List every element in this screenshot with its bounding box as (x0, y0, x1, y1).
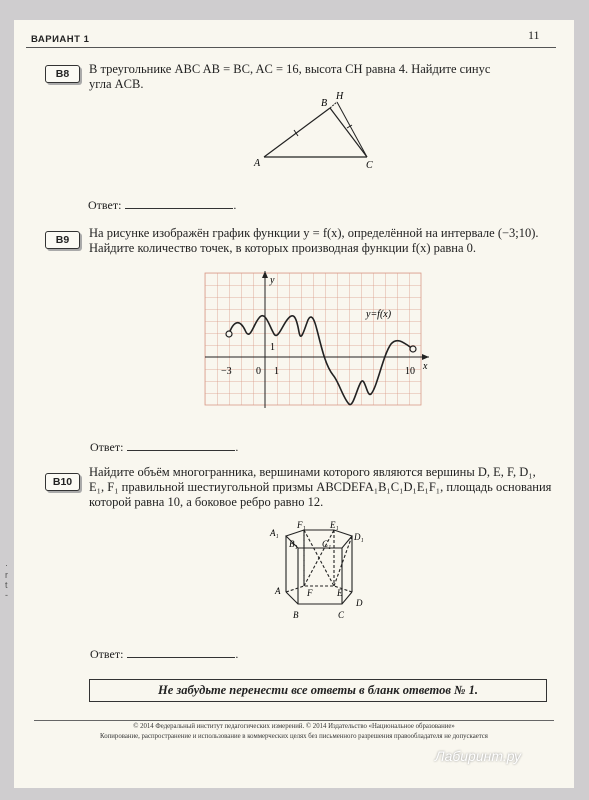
tick-y1: 1 (270, 342, 275, 353)
tick-0: 0 (256, 366, 261, 377)
fig-label-d: D (356, 598, 363, 608)
fig-label-b: B (321, 98, 328, 109)
fig-label-a: A (254, 158, 261, 169)
task-b10-text (89, 465, 564, 510)
tick-1: 1 (274, 366, 279, 377)
fig-label-f: F (307, 588, 313, 598)
function-graph (201, 270, 431, 415)
answer-label-b9: Ответ: (90, 440, 124, 454)
watermark-logo: Лабиринт.ру (435, 748, 522, 764)
fig-label-c: C (366, 160, 373, 170)
task-b10-line3: которой равна 10, а боковое ребро равно 12. (89, 495, 324, 509)
margin-mark: · r t - (5, 560, 8, 600)
footer-notice: Копирование, распространение и использование в коммерческих целях без письменного разрешения правообладателя не допускается (100, 733, 488, 740)
open-endpoint-right (410, 346, 416, 352)
answer-row-b10: Ответ: . (90, 647, 239, 661)
task-b8-line1: В треугольнике ABC AB = BC, AC = 16, высота CH равна 4. Найдите синус (89, 62, 491, 76)
page-number: 11 (528, 28, 540, 42)
answer-line-b10 (127, 647, 235, 658)
exam-page (14, 20, 574, 788)
prism-figure (264, 520, 384, 632)
function-label: y=f(x) (366, 309, 392, 320)
fig-label-d1: D₁ (354, 532, 364, 542)
fig-label-a: A (275, 586, 281, 596)
answer-label-b10: Ответ: (90, 647, 124, 661)
fig-label-b1: B₁ (289, 539, 298, 549)
answer-row-b8: Ответ: . (88, 198, 237, 212)
task-label-b8: B8 (45, 65, 80, 83)
fig-label-e: E (337, 588, 343, 598)
reminder-box: Не забудьте перенести все ответы в бланк ответов № 1. (89, 679, 547, 702)
graph-grid (205, 273, 421, 405)
x-axis-label: x (423, 361, 428, 372)
task-b9-text (89, 226, 564, 256)
fig-label-e1: E₁ (330, 520, 339, 530)
triangle-figure (249, 90, 389, 170)
task-label-b9: B9 (45, 231, 80, 249)
answer-line-b8 (125, 198, 233, 209)
answer-line-b9 (127, 440, 235, 451)
fig-label-f1: F₁ (297, 520, 306, 530)
tick-10: 10 (405, 366, 415, 377)
footer-divider (34, 720, 554, 721)
tick-neg3: −3 (221, 366, 232, 377)
answer-label-b8: Ответ: (88, 198, 122, 212)
fig-label-b: B (293, 610, 299, 620)
task-b10-line2: E₁, F₁ правильной шестиугольной призмы ABCDEFA₁B₁C₁D₁E₁F₁, площадь основания (89, 480, 552, 494)
task-label-b10: B10 (45, 473, 80, 491)
y-axis-label: y (270, 275, 275, 286)
fig-label-a1: A₁ (270, 528, 279, 538)
open-endpoint-left (226, 331, 232, 337)
task-b8-text (89, 62, 559, 92)
fig-label-c1: C₁ (322, 539, 332, 549)
task-b8-line2: угла ACB. (89, 77, 144, 91)
task-b9-line1: На рисунке изображён график функции y = f(x), определённой на интервале (−3;10). (89, 226, 539, 240)
task-b10-line1: Найдите объём многогранника, вершинами которого являются вершины D, E, F, D₁, (89, 465, 536, 479)
task-b9-line2: Найдите количество точек, в которых производная функции f(x) равна 0. (89, 241, 477, 255)
answer-row-b9: Ответ: . (90, 440, 239, 454)
fig-label-c: C (338, 610, 345, 620)
fig-label-h: H (336, 91, 344, 102)
variant-label: ВАРИАНТ 1 (31, 34, 90, 45)
footer-copyright: © 2014 Федеральный институт педагогических измерений. © 2014 Издательство «Национальное образование» (133, 723, 455, 730)
header-divider (26, 47, 556, 48)
